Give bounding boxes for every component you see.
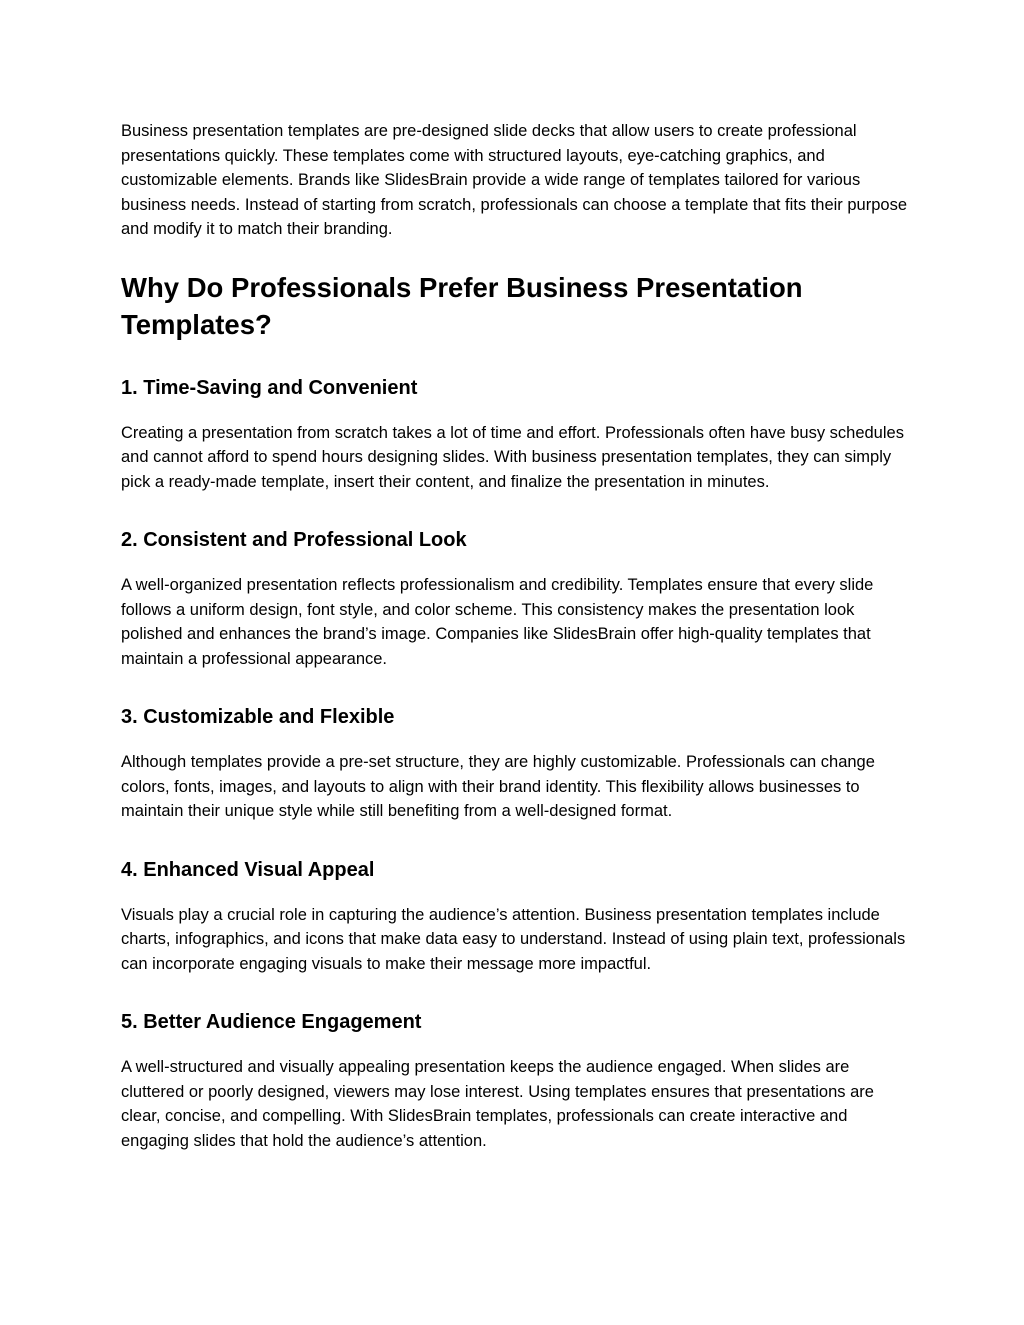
section-customizable — [121, 704, 914, 824]
section-visual-appeal — [121, 857, 914, 977]
section-heading: 3. Customizable and Flexible — [121, 706, 395, 728]
section-consistent-look — [121, 527, 914, 671]
section-heading: 5. Better Audience Engagement — [121, 1011, 422, 1033]
section-heading: 1. Time-Saving and Convenient — [121, 376, 418, 399]
section-heading: 4. Enhanced Visual Appeal — [121, 858, 375, 881]
section-heading: 2. Consistent and Professional Look — [121, 529, 467, 551]
section-paragraph: Although templates provide a pre-set structure, they are highly customizable. Professionals can change colors, fonts, images, and layouts to align with their brand identity. This flexibility allows businesses to maintain their unique style while still benefiting from a well-designed format. — [121, 753, 875, 820]
section-paragraph: A well-organized presentation reflects professionalism and credibility. Templates ensure that every slide follows a uniform design, font style, and color scheme. This consistency makes the presentation look polished and enhances the brand’s image. Companies like SlidesBrain offer high-quality templates that maintain a professional appearance. — [121, 576, 874, 668]
section-audience-engagement — [121, 1009, 914, 1153]
section-paragraph: A well-structured and visually appealing presentation keeps the audience engaged. When slides are cluttered or poorly designed, viewers may lose interest. Using templates ensures that presentations are clear, concise, and compelling. With SlidesBrain templates, professionals can create interactive and engaging slides that hold the audience’s attention. — [121, 1058, 874, 1150]
section-paragraph: Creating a presentation from scratch takes a lot of time and effort. Professionals often have busy schedules and cannot afford to spend hours designing slides. With business presentation templates, they can simply pick a ready-made template, insert their content, and finalize the presentation in minutes. — [121, 423, 904, 491]
section-time-saving — [121, 375, 914, 495]
main-heading: Why Do Professionals Prefer Business Presentation Templates? — [121, 271, 803, 340]
intro-paragraph: Business presentation templates are pre-designed slide decks that allow users to create professional presentations quickly. These templates come with structured layouts, eye-catching graphics, and customizable elements. Brands like SlidesBrain provide a wide range of templates tailored for various business needs. Instead of starting from scratch, professionals can choose a template that fits their purpose and modify it to match their branding. — [121, 122, 908, 238]
section-paragraph: Visuals play a crucial role in capturing the audience’s attention. Business presentation templates include charts, infographics, and icons that make data easy to understand. Instead of using plain text, professionals can incorporate engaging visuals to make their message more impactful. — [121, 905, 906, 973]
